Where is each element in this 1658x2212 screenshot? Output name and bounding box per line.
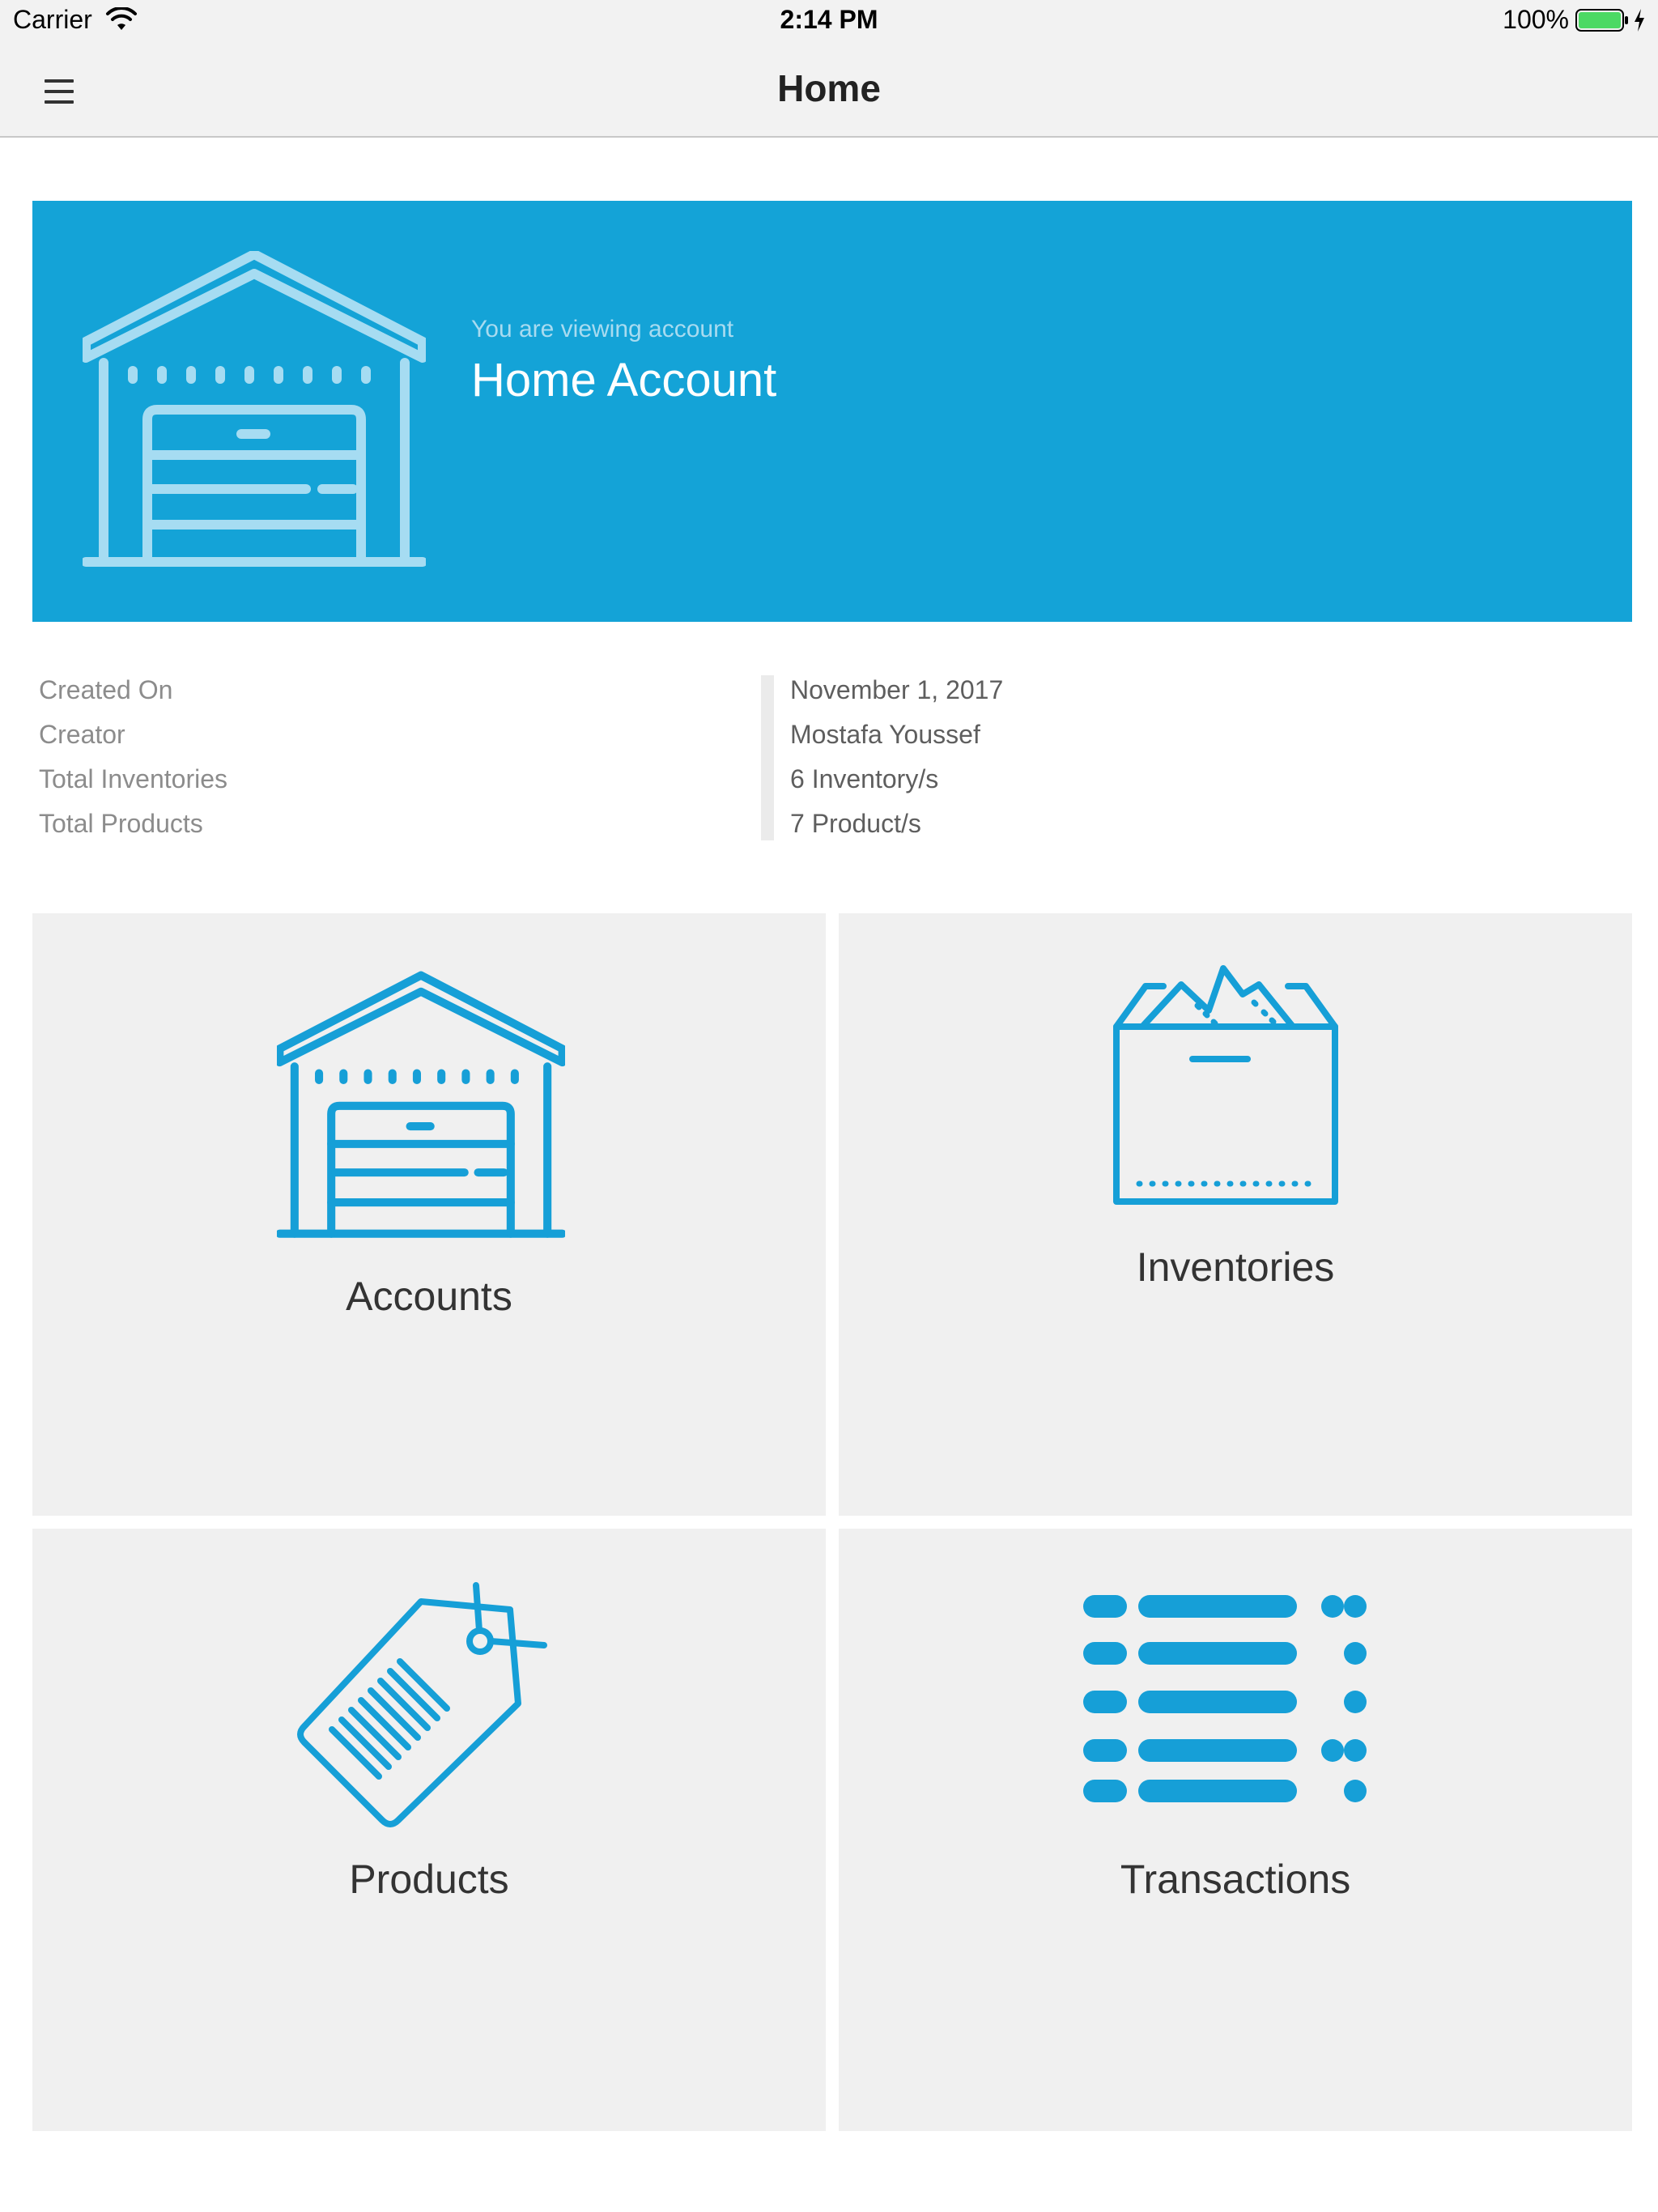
banner-subtitle: You are viewing account <box>471 316 734 342</box>
status-right <box>1503 5 1647 35</box>
detail-values <box>790 670 1003 849</box>
created-on-label: Created On <box>39 675 173 704</box>
accounts-tile[interactable] <box>32 913 826 1516</box>
total-products-label: Total Products <box>39 809 203 838</box>
battery-percent: 100% <box>1503 5 1569 34</box>
products-label: Products <box>349 1857 509 1902</box>
box-icon <box>1110 963 1341 1206</box>
navigation-bar <box>0 44 1658 138</box>
charging-bolt-icon <box>1632 7 1647 33</box>
inventories-tile[interactable] <box>839 913 1632 1516</box>
total-inventories-label: Total Inventories <box>39 764 228 793</box>
total-products-value: 7 Product/s <box>790 809 921 838</box>
carrier-label: Carrier <box>13 5 92 34</box>
creator-label: Creator <box>39 720 125 749</box>
price-tag-icon <box>293 1582 552 1833</box>
transactions-label: Transactions <box>1120 1857 1351 1902</box>
details-divider <box>761 675 774 840</box>
products-tile[interactable] <box>32 1529 826 2131</box>
total-inventories-value: 6 Inventory/s <box>790 764 939 793</box>
list-icon <box>1083 1595 1367 1802</box>
transactions-tile[interactable] <box>839 1529 1632 2131</box>
status-time: 2:14 PM <box>780 5 878 34</box>
account-banner <box>32 201 1632 622</box>
creator-value: Mostafa Youssef <box>790 720 980 749</box>
status-bar <box>0 0 1658 44</box>
warehouse-icon <box>277 970 565 1240</box>
battery-icon <box>1575 7 1629 33</box>
account-name: Home Account <box>471 354 777 406</box>
accounts-label: Accounts <box>346 1274 512 1319</box>
inventories-label: Inventories <box>1136 1244 1335 1290</box>
account-details <box>39 670 1626 842</box>
warehouse-icon <box>83 251 426 567</box>
page-title: Home <box>777 67 881 109</box>
created-on-value: November 1, 2017 <box>790 675 1004 704</box>
detail-labels <box>39 670 227 849</box>
